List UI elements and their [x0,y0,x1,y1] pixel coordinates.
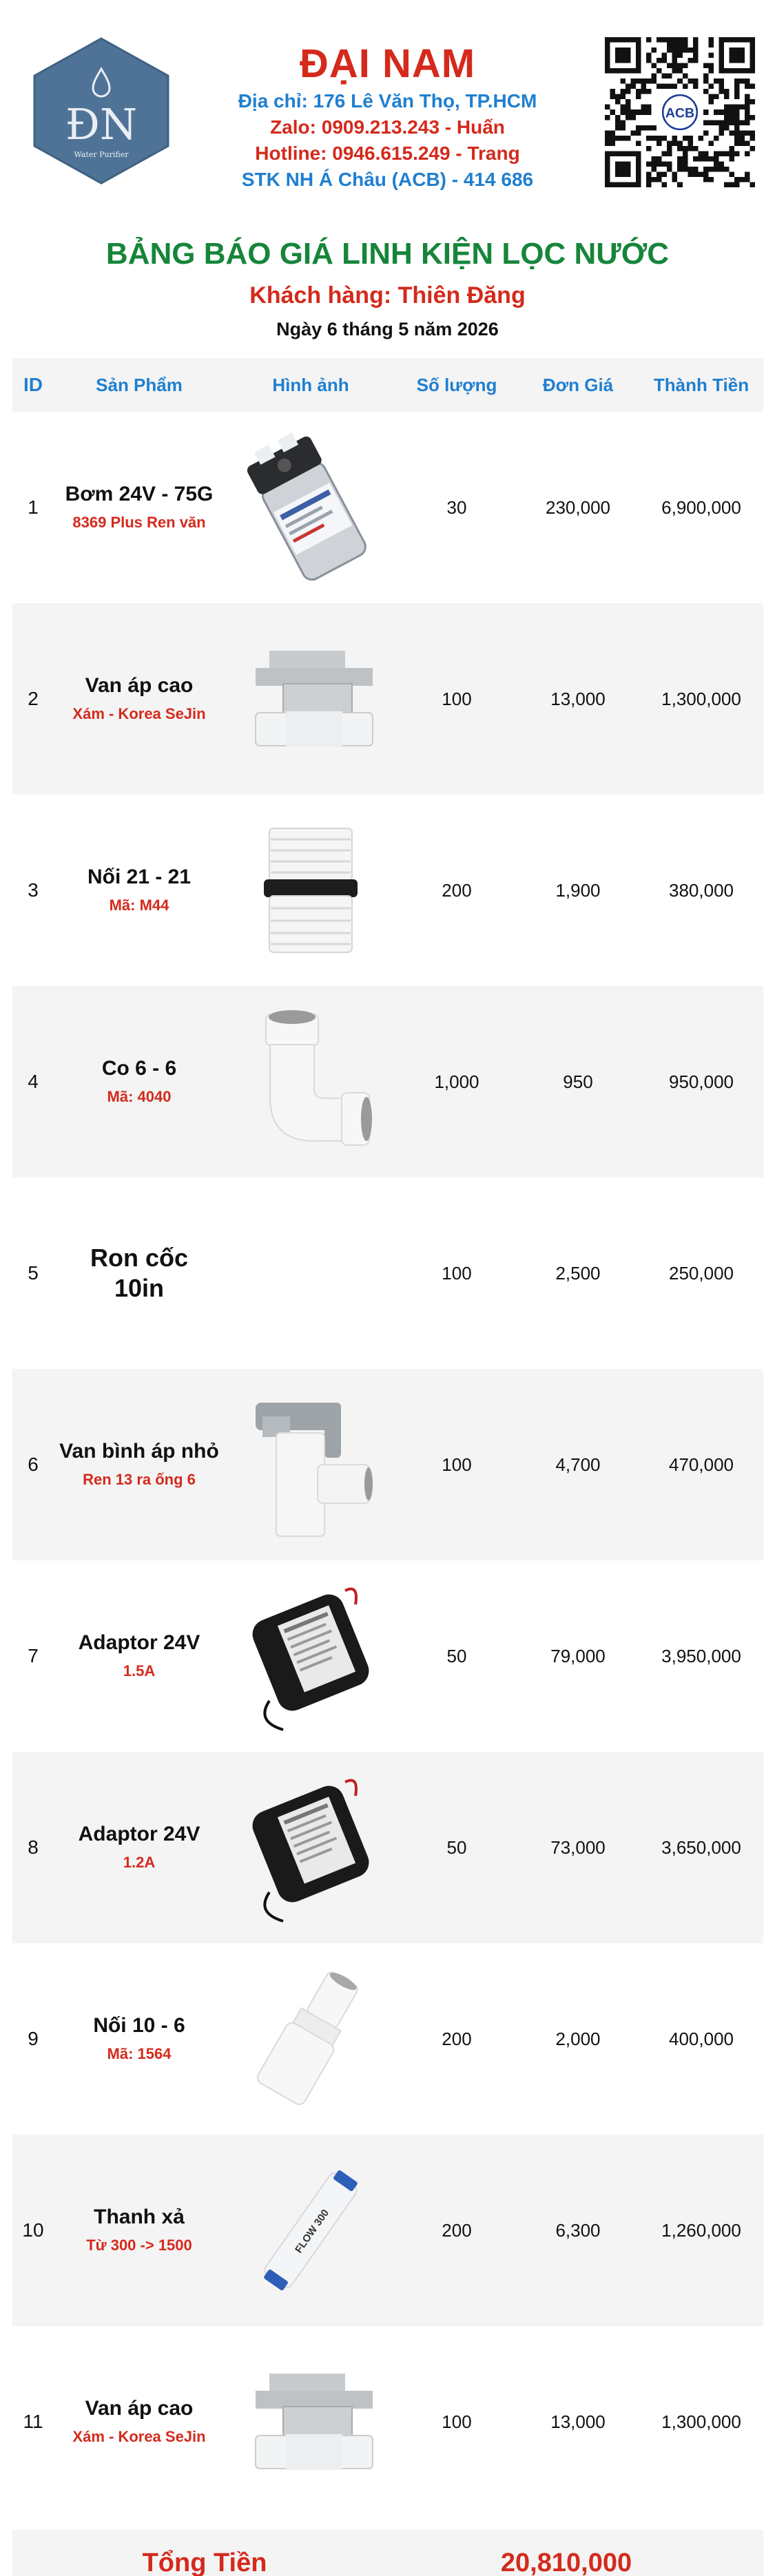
pump-icon [245,428,376,587]
line-total: 950,000 [669,1071,734,1092]
pressure-valve-icon [242,2353,380,2491]
table-header [12,358,763,412]
product-cell [54,1438,225,1491]
company-logo [30,36,172,186]
table-row [12,2135,763,2326]
product-cell [54,1243,225,1303]
product-note: Xám - Korea SeJin [72,705,206,722]
table-row [12,603,763,795]
product-name: Van áp cao [85,674,194,697]
price-table [12,358,763,2576]
product-image [225,2326,397,2517]
bank-account: STK NH Á Châu (ACB) - 414 686 [241,169,534,190]
customer-name: Khách hàng: Thiên Đăng [249,282,526,308]
svg-text:Water Purifier: Water Purifier [74,150,129,159]
page-title: BẢNG BÁO GIÁ LINH KIỆN LỌC NƯỚC [105,237,670,271]
col-product: Sản Phẩm [96,374,183,395]
reducer-icon [249,1963,373,2115]
grand-total-row [12,2530,763,2576]
product-cell [54,864,225,917]
col-unit-price: Đơn Giá [542,374,614,395]
table-row [12,1369,763,1560]
pressure-valve-icon [242,630,380,768]
product-note: 8369 Plus Ren văn [72,514,206,531]
product-name: Co 6 - 6 [101,1057,177,1080]
product-note: Ren 13 ra ống 6 [83,1471,196,1488]
adaptor-icon [242,1577,380,1735]
quote-date: Ngày 6 tháng 5 năm 2026 [276,319,499,339]
product-name: Ron cốc 10in [90,1244,188,1302]
hotline: Hotline: 0946.615.249 - Trang [255,143,520,164]
unit-price: 4,700 [555,1454,601,1475]
product-name: Van bình áp nhỏ [59,1440,219,1463]
row-id: 4 [28,1071,39,1092]
col-id: ID [23,374,43,395]
unit-price: 73,000 [550,1836,606,1858]
row-id: 8 [28,1836,39,1858]
product-name: Nối 10 - 6 [93,2014,185,2037]
table-row [12,2326,763,2517]
address: Địa chỉ: 176 Lê Văn Thọ, TP.HCM [238,90,537,112]
table-row [12,1943,763,2135]
table-row [12,795,763,986]
product-note: Mã: M44 [109,897,169,914]
line-total: 1,260,000 [661,2219,741,2241]
zalo: Zalo: 0909.213.243 - Huấn [270,116,505,138]
unit-price: 230,000 [546,496,610,518]
product-image [225,1369,397,1560]
row-id: 3 [28,879,39,901]
product-cell [54,1630,225,1682]
product-cell [54,481,225,534]
table-row [12,412,763,603]
elbow-icon [245,1006,376,1158]
row-id: 10 [22,2219,44,2241]
grand-total-value: 20,810,000 [500,2548,632,2576]
line-total: 3,650,000 [661,1836,741,1858]
table-row [12,1177,763,1369]
flow-restrictor-icon [242,2151,380,2310]
unit-price: 1,900 [555,879,601,901]
quantity: 200 [442,879,472,901]
product-cell [54,2013,225,2065]
unit-price: 13,000 [550,2411,606,2432]
table-row [12,1560,763,1752]
product-cell [54,2396,225,2448]
line-total: 470,000 [669,1454,734,1475]
unit-price: 950 [563,1071,593,1092]
row-id: 1 [28,496,39,518]
quantity: 50 [446,1645,467,1666]
col-quantity: Số lượng [416,374,497,395]
product-name: Adaptor 24V [78,1631,200,1654]
table-row [12,1752,763,1943]
product-note: 1.5A [123,1662,156,1679]
table-row [12,986,763,1177]
product-cell [54,1821,225,1874]
product-cell [54,2204,225,2256]
product-image [225,1560,397,1752]
line-total: 1,300,000 [661,688,741,709]
unit-price: 13,000 [550,688,606,709]
quantity: 200 [442,2028,472,2049]
line-total: 3,950,000 [661,1645,741,1666]
row-id: 5 [28,1262,39,1284]
product-note: Mã: 4040 [107,1088,172,1105]
quantity: 30 [446,496,467,518]
unit-price: 6,300 [555,2219,601,2241]
svg-text:ĐN: ĐN [65,99,138,149]
quantity: 200 [442,2219,472,2241]
product-image [225,986,397,1177]
product-image [225,603,397,795]
quantity: 1,000 [434,1071,479,1092]
product-image [225,2135,397,2326]
line-total: 6,900,000 [661,496,741,518]
qr-code [605,37,755,187]
product-note: Từ 300 -> 1500 [86,2237,192,2254]
brand-name: ĐẠI NAM [299,41,476,86]
product-note: 1.2A [123,1854,156,1871]
quantity: 100 [442,2411,472,2432]
flow-label: FLOW 300 [293,2207,332,2256]
grand-total-label: Tổng Tiền [142,2548,267,2576]
product-note: Mã: 1564 [107,2045,172,2062]
quantity: 100 [442,1454,472,1475]
quantity: 100 [442,1262,472,1284]
product-note: Xám - Korea SeJin [72,2428,206,2445]
quantity: 100 [442,688,472,709]
line-total: 250,000 [669,1262,734,1284]
adaptor-icon [242,1768,380,1927]
contact-block [207,40,568,193]
row-id: 6 [28,1454,39,1475]
product-image [225,1943,397,2135]
product-image [225,1752,397,1943]
row-id: 2 [28,688,39,709]
row-id: 7 [28,1645,39,1666]
unit-price: 79,000 [550,1645,606,1666]
row-id: 11 [23,2411,43,2432]
product-name: Adaptor 24V [78,1823,200,1845]
product-image [225,412,397,603]
col-line-total: Thành Tiền [653,374,750,395]
col-image: Hình ảnh [272,374,349,395]
product-name: Bơm 24V - 75G [65,483,214,505]
product-image [225,1177,397,1369]
product-name: Thanh xả [94,2206,185,2228]
line-total: 1,300,000 [661,2411,741,2432]
line-total: 380,000 [669,879,734,901]
product-name: Nối 21 - 21 [87,866,192,888]
svg-text:ACB: ACB [665,105,695,121]
product-image [225,795,397,986]
product-cell [54,1056,225,1108]
unit-price: 2,000 [555,2028,601,2049]
header [0,0,775,207]
row-id: 9 [28,2028,39,2049]
document-titles [0,234,775,343]
product-cell [54,673,225,725]
unit-price: 2,500 [555,1262,601,1284]
line-total: 400,000 [669,2028,734,2049]
tank-valve-icon [242,1389,380,1540]
product-name: Van áp cao [85,2397,194,2420]
quantity: 50 [446,1836,467,1858]
connector-icon [249,815,373,966]
